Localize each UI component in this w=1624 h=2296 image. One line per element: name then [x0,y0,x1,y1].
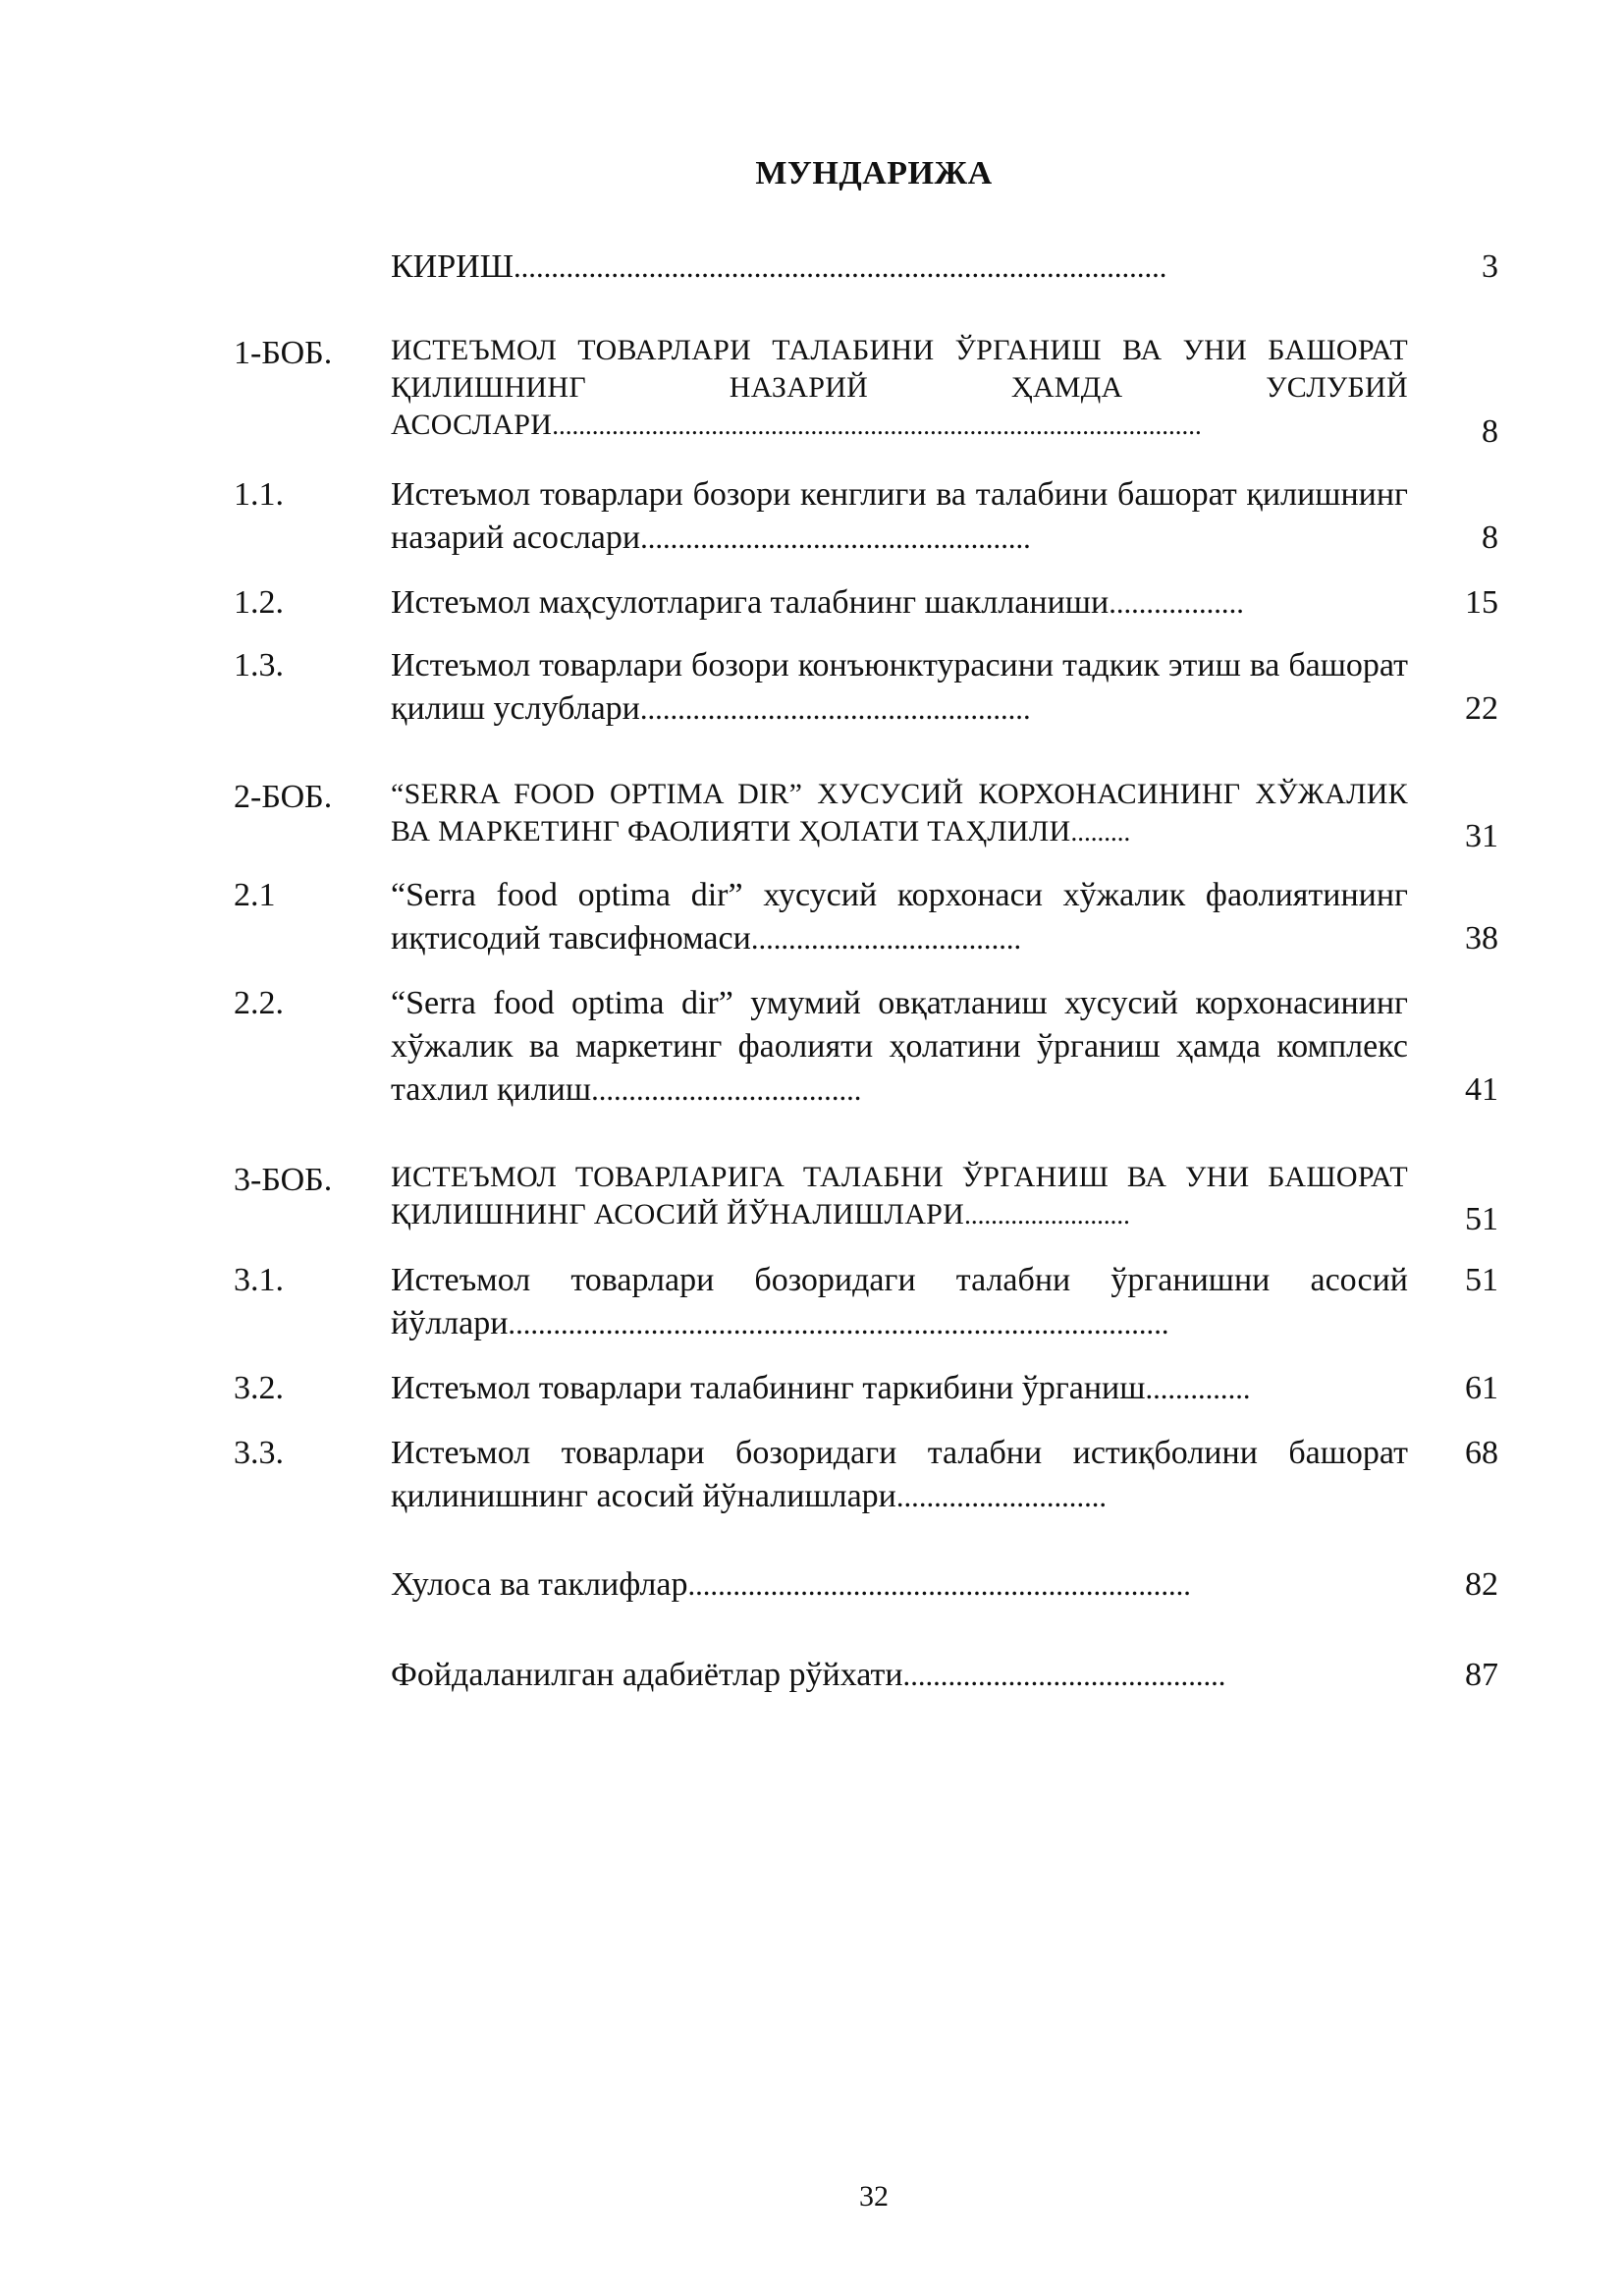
toc-entry-page: 51 [1465,1201,1498,1237]
toc-entry-number: 3.1. [234,1262,284,1298]
toc-entry-page: 82 [1465,1566,1498,1603]
toc-entry-number: 1-БОБ. [234,335,333,371]
toc-entry-number: 1.3. [234,647,284,683]
toc-entry-title: “Serra food optima dir” умумий овқатланиш хусусий корхонасининг хўжалик ва маркетинг фаолияти ҳолатини ўрганиш ҳамда комплекс тахлил қилиш.................................... [391,985,1408,1108]
toc-entry-title: Истеъмол товарлари бозори конъюнктурасини тадкик этиш ва башорат қилиш услублари.................................................... [391,647,1408,727]
toc-entry-number: 3.2. [234,1370,284,1406]
toc-entry-page: 51 [1465,1262,1498,1298]
toc-entry-title: Истеъмол товарлари бозори кенглиги ва талабини башорат қилишнинг назарий асослари.................................................... [391,476,1408,556]
toc-entry-title: ИСТЕЪМОЛ ТОВАРЛАРИГА ТАЛАБНИ ЎРГАНИШ ВА УНИ БАШОРАТ ҚИЛИШНИНГ АСОСИЙ ЙЎНАЛИШЛАРИ......................... [391,1161,1408,1230]
toc-entry-title: Истеъмол товарлари бозоридаги талабни истиқболини башорат қилинишнинг асосий йўналишлари............................ [391,1435,1408,1514]
toc-entry-number: 2.2. [234,985,284,1021]
toc-entry-title: “Serra food optima dir” хусусий корхонаси хўжалик фаолиятининг иқтисодий тавсифномаси.................................... [391,877,1408,957]
toc-entry-title: Хулоса ва таклифлар................................................................... [391,1566,1191,1603]
toc-entry-title: ИСТЕЪМОЛ ТОВАРЛАРИ ТАЛАБИНИ ЎРГАНИШ ВА УНИ БАШОРАТ ҚИЛИШНИНГ НАЗАРИЙ ҲАМДА УСЛУБИЙ АСОСЛАРИ.................................................................................................. [391,334,1408,441]
toc-entry-page: 8 [1482,413,1498,450]
toc-entry-page: 15 [1465,584,1498,621]
toc-entry-page: 68 [1465,1435,1498,1471]
toc-entry-page: 22 [1465,690,1498,727]
toc-entry-page: 41 [1465,1071,1498,1108]
page-title: МУНДАРИЖА [755,155,993,191]
toc-entry-number: 1.1. [234,476,284,513]
page-number: 32 [859,2180,889,2213]
toc-entry-page: 38 [1465,920,1498,957]
toc-entry-number: 2-БОБ. [234,779,333,815]
toc-entry-title: Истеъмол маҳсулотларига талабнинг шаклланиши.................. [391,584,1244,621]
toc-entry-title: Истеъмол товарлари бозоридаги талабни ўрганишни асосий йўллари........................................................................................ [391,1262,1408,1341]
toc-entry-title: Фойдаланилган адабиётлар рўйхати........................................... [391,1657,1226,1693]
toc-entry-page: 61 [1465,1370,1498,1406]
toc-entry-title: Истеъмол товарлари талабининг таркибини ўрганиш.............. [391,1370,1251,1406]
toc-entry-page: 87 [1465,1657,1498,1693]
toc-entry-page: 3 [1482,248,1498,285]
toc-entry-title: КИРИШ....................................................................................... [391,248,1167,285]
toc-entry-page: 8 [1482,519,1498,556]
toc-entry-number: 3.3. [234,1435,284,1471]
toc-entry-number: 2.1 [234,877,276,913]
toc-entry-page: 31 [1465,818,1498,854]
toc-entry-title: “SERRA FOOD OPTIMA DIR” ХУСУСИЙ КОРХОНАСИНИНГ ХЎЖАЛИК ВА МАРКЕТИНГ ФАОЛИЯТИ ҲОЛАТИ ТАҲЛИЛИ......... [391,778,1408,847]
toc-entry-number: 3-БОБ. [234,1162,333,1198]
toc-entry-number: 1.2. [234,584,284,621]
